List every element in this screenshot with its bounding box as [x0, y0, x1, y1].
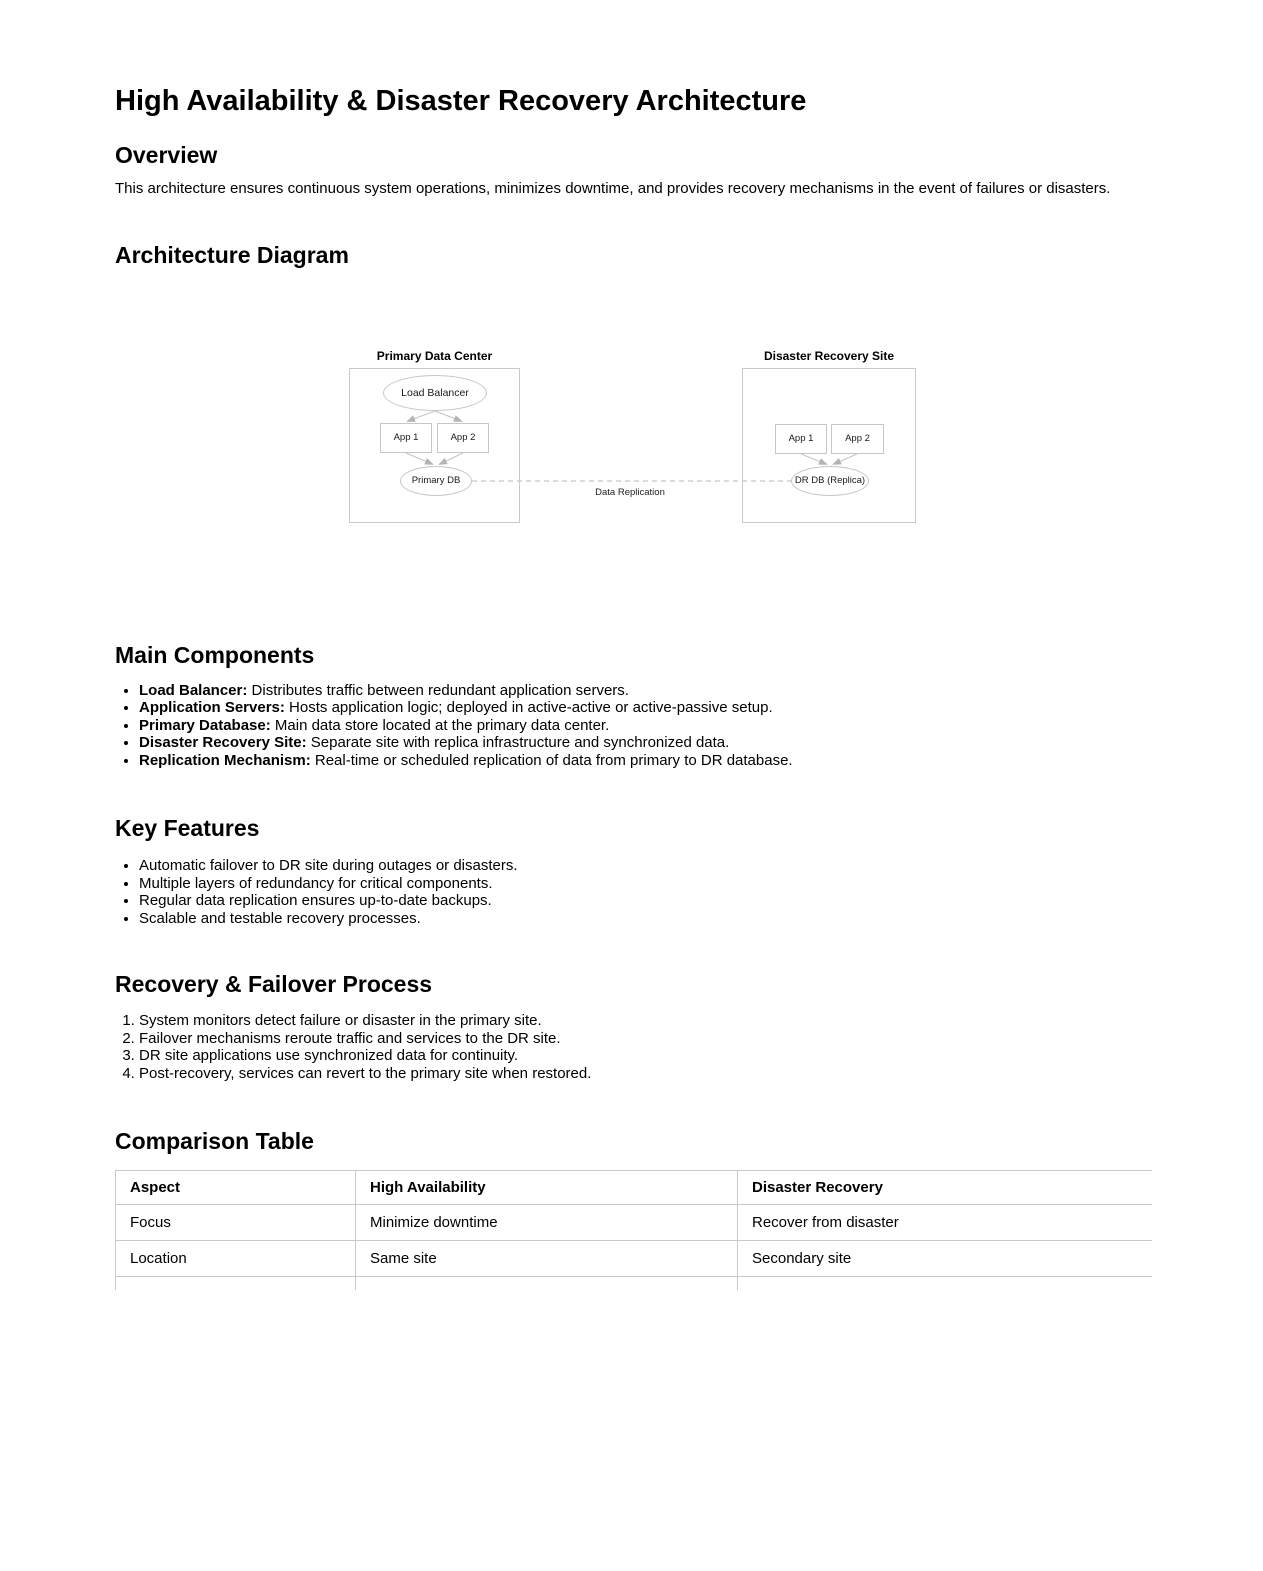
key-features-heading: Key Features [115, 815, 260, 841]
recovery-process-heading: Recovery & Failover Process [115, 971, 433, 997]
table-header-row [116, 1171, 1153, 1205]
page-title: High Availability & Disaster Recovery Architecture [115, 85, 807, 117]
list-item: • Scalable and testable recovery processes. [139, 910, 1150, 928]
table-cell: Focus [116, 1205, 356, 1241]
table-cell: Secondary site [738, 1241, 1153, 1277]
dr-db-node: DR DB (Replica) [791, 466, 869, 496]
table-cell [356, 1277, 738, 1291]
table-row [116, 1241, 1153, 1277]
component-term: Application Servers: [139, 699, 285, 716]
component-term: Disaster Recovery Site: [139, 734, 307, 751]
table-cell [738, 1277, 1153, 1291]
table-cell: Recover from disaster [738, 1205, 1153, 1241]
dr-site-box [742, 368, 916, 523]
component-term: Primary Database: [139, 716, 271, 734]
column-header: High Availability [356, 1171, 738, 1205]
main-components-heading: Main Components [115, 641, 315, 668]
list-item: • Automatic failover to DR site during outages or disasters. [139, 857, 1150, 875]
column-header: Disaster Recovery [738, 1171, 1153, 1205]
list-item [139, 734, 1150, 752]
comparison-table-container [115, 1170, 1152, 1290]
column-header: Aspect [116, 1171, 356, 1205]
list-item [139, 752, 1150, 770]
dr-app1-node: App 1 [775, 424, 827, 454]
list-item: • Regular data replication ensures up-to-date backups. [139, 892, 1150, 910]
list-item: • Multiple layers of redundancy for critical components. [139, 875, 1150, 893]
data-replication-label: Data Replication [595, 486, 665, 498]
list-item [139, 699, 1150, 717]
architecture-diagram-heading: Architecture Diagram [115, 241, 349, 268]
key-features-list [115, 857, 1150, 927]
list-item: 3. DR site applications use synchronized data for continuity. [139, 1047, 1150, 1065]
list-item [139, 682, 1150, 700]
component-term: Load Balancer: [139, 681, 248, 699]
overview-paragraph: This architecture ensures continuous system operations, minimizes downtime, and provides recovery mechanisms in the event of failures or disasters. [115, 180, 1111, 197]
component-desc: Distributes traffic between redundant application servers. [247, 681, 629, 699]
table-cell: Minimize downtime [356, 1205, 738, 1241]
list-item: 4. Post-recovery, services can revert to the primary site when restored. [139, 1065, 1150, 1083]
table-cell: Same site [356, 1241, 738, 1277]
list-item [139, 717, 1150, 735]
primary-site-title: Primary Data Center [376, 348, 493, 363]
architecture-diagram [115, 348, 1150, 540]
diagram-connector-lines [115, 348, 1150, 540]
load-balancer-node: Load Balancer [383, 375, 487, 411]
component-desc: Hosts application logic; deployed in active-active or active-passive setup. [284, 699, 773, 716]
component-term: Replication Mechanism: [139, 751, 311, 769]
main-components-list [115, 682, 1150, 770]
recovery-process-list [115, 1012, 1150, 1082]
primary-app1-node: App 1 [380, 423, 432, 453]
table-cell [116, 1277, 356, 1291]
list-item: 1. System monitors detect failure or disaster in the primary site. [139, 1012, 1150, 1030]
primary-db-node: Primary DB [400, 466, 472, 496]
comparison-table-heading: Comparison Table [115, 1128, 314, 1154]
table-row-partial [116, 1277, 1153, 1291]
component-desc: Real-time or scheduled replication of data from primary to DR database. [310, 751, 793, 769]
component-desc: Main data store located at the primary data center. [270, 716, 610, 734]
dr-site-title: Disaster Recovery Site [763, 348, 895, 363]
primary-app2-node: App 2 [437, 423, 489, 453]
table-row [116, 1205, 1153, 1241]
comparison-table [115, 1170, 1152, 1290]
table-cell: Location [116, 1241, 356, 1277]
list-item: 2. Failover mechanisms reroute traffic and services to the DR site. [139, 1030, 1150, 1048]
document-page [0, 84, 1263, 1290]
overview-heading: Overview [115, 142, 218, 168]
dr-app2-node: App 2 [831, 424, 884, 454]
component-desc: Separate site with replica infrastructure and synchronized data. [306, 734, 730, 751]
